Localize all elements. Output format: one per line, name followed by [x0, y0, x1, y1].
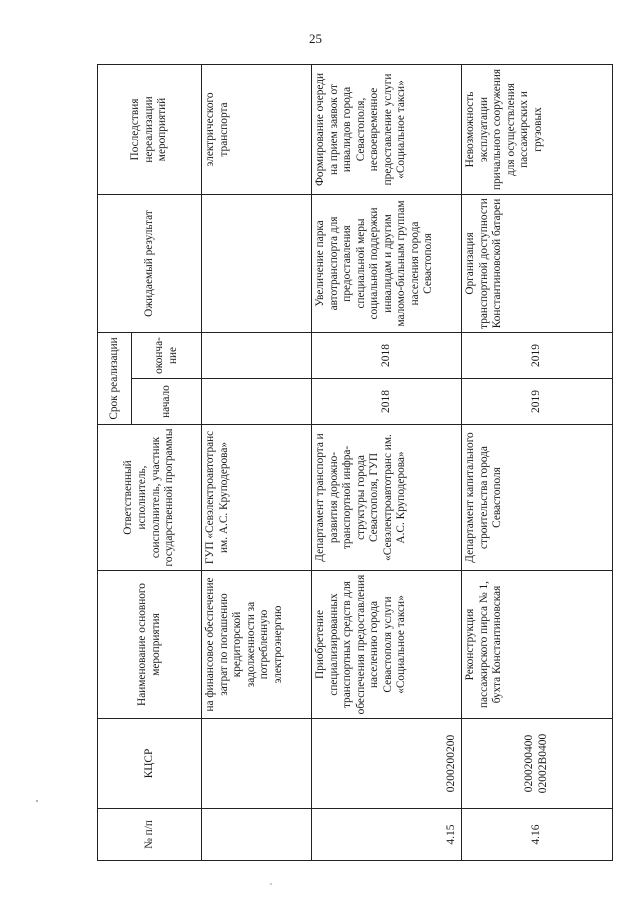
row-consequences: Формирование очереди на прием заявок от инвалидов города Севастополя, несвоевременное предоставление услуги «Социальное такси» [312, 64, 462, 194]
row-executor: ГУП «Севэлектроавтотранс им. А.С. Круподерова» [202, 425, 312, 571]
row-end: 2018 [312, 332, 462, 378]
row-start [202, 379, 312, 425]
row-num: 4.16 [462, 809, 613, 861]
row-executor: Департамент транспорта и развития дорожно-транспортной инфра-структуры города Севастополя, ГУП «Севэлектроавтотранс им. А.С. Круподерова» [312, 425, 462, 571]
row-consequences: Невозможность эксплуатации причального сооружения для осуществления пассажирских и грузовых [462, 64, 613, 194]
scan-speck [270, 883, 272, 885]
row-num [202, 809, 312, 861]
header-row [98, 64, 132, 860]
table-row [462, 64, 613, 860]
header-name: Наименование основного мероприятия [98, 571, 202, 719]
row-start: 2018 [312, 379, 462, 425]
row-kcsr [202, 719, 312, 809]
header-end: оконча-ние [132, 332, 202, 378]
header-kcsr: КЦСР [98, 719, 202, 809]
row-kcsr: 0200200200 [312, 719, 462, 809]
row-name: на финансовое обеспечение затрат по погашению кредиторской задолженности за потребленную электроэнергию [202, 571, 312, 719]
measures-table [97, 64, 613, 861]
header-executor: Ответственный исполнитель, соисполнитель, участник государственной программы [98, 425, 202, 571]
row-end [202, 332, 312, 378]
header-num: № п/п [98, 809, 202, 861]
row-result [202, 194, 312, 332]
rotated-table-wrapper [97, 65, 612, 861]
header-start: начало [132, 379, 202, 425]
row-kcsr: 0200200400 02002В0400 [462, 719, 613, 809]
row-result: Организация транспортной доступности Константиновской батареи [462, 194, 613, 332]
row-num: 4.15 [312, 809, 462, 861]
page-number: 25 [309, 31, 322, 46]
row-consequences: электрического транспорта [202, 64, 312, 194]
header-result: Ожидаемый результат [98, 194, 202, 332]
scan-speck [36, 800, 38, 802]
document-table [97, 65, 612, 861]
row-name: Реконструкция пассажирского пирса № 1, бухта Константиновская [462, 571, 613, 719]
header-consequences: Последствия нереализации мероприятий [98, 64, 202, 194]
row-end: 2019 [462, 332, 613, 378]
table-row [312, 64, 462, 860]
header-period: Срок реализации [98, 332, 132, 424]
row-executor: Департамент капитального строительства города Севастополя [462, 425, 613, 571]
row-name: Приобретение специализированных транспортных средств для обеспечения предоставления населению города Севастополя услуги «Социальное такси» [312, 571, 462, 719]
row-start: 2019 [462, 379, 613, 425]
table-row [202, 64, 312, 860]
row-result: Увеличение парка автотранспорта для предоставления специальной меры социальной поддержки инвалидам и другим маломо-бильным группам населения города Севастополя [312, 194, 462, 332]
